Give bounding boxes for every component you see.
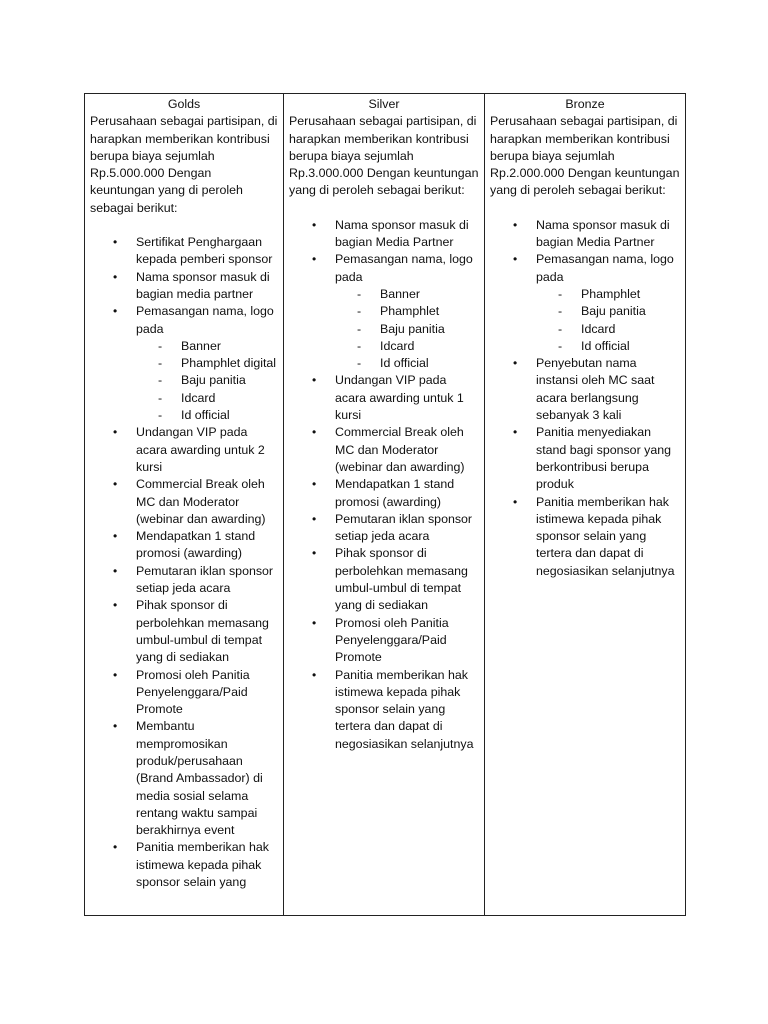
benefit-list bbox=[490, 217, 680, 580]
tier-intro-text: Perusahaan sebagai partisipan, di harapkan memberikan kontribusi berupa biaya sejumlah Rp.5.000.000 Dengan keuntungan yang di peroleh sebagai berikut: bbox=[90, 114, 278, 215]
benefit-item bbox=[136, 303, 278, 424]
benefit-text: Nama sponsor masuk di bagian media partner bbox=[136, 269, 270, 301]
benefit-list bbox=[90, 234, 278, 891]
media-placement-sublist bbox=[536, 286, 680, 355]
media-placement-item: - Phamphlet bbox=[380, 303, 479, 320]
tier-title: Silver bbox=[368, 97, 400, 111]
benefit-item bbox=[136, 234, 278, 269]
benefit-text: Pihak sponsor di perbolehkan memasang umbul-umbul di tempat yang di sediakan bbox=[335, 546, 468, 613]
benefit-text: Sertifikat Penghargaan kepada pemberi sponsor bbox=[136, 235, 273, 267]
benefit-text: Undangan VIP pada acara awarding untuk 2 kursi bbox=[136, 425, 265, 474]
media-placement-item: - Idcard bbox=[581, 321, 680, 338]
media-placement-item: - Phamphlet digital bbox=[181, 355, 278, 372]
benefit-text: Panitia memberikan hak istimewa kepada pihak sponsor selain yang tertera dan dapat di negosiasikan selanjutnya bbox=[335, 667, 474, 751]
benefit-item bbox=[136, 839, 278, 891]
benefit-item bbox=[536, 355, 680, 424]
media-placement-sublist bbox=[335, 286, 479, 372]
benefit-text: Commercial Break oleh MC dan Moderator (webinar dan awarding) bbox=[335, 425, 465, 474]
media-placement-item: - Baju panitia bbox=[380, 321, 479, 338]
benefit-text: Pemasangan nama, logo pada bbox=[536, 252, 674, 284]
media-placement-item: - Banner bbox=[380, 286, 479, 303]
tier-column-bronze bbox=[485, 94, 686, 916]
benefit-text: Panitia menyediakan stand bagi sponsor yang berkontribusi berupa produk bbox=[536, 425, 672, 492]
benefit-item bbox=[335, 217, 479, 252]
tier-column-silver bbox=[284, 94, 485, 916]
benefit-text: Membantu mempromosikan produk/perusahaan (Brand Ambassador) di media sosial selama rentang waktu sampai berakhirnya event bbox=[136, 719, 263, 838]
tier-title: Bronze bbox=[565, 97, 605, 111]
benefit-item bbox=[536, 424, 680, 493]
media-placement-item: - Id official bbox=[581, 338, 680, 355]
tier-column-golds bbox=[85, 94, 284, 916]
benefit-item bbox=[136, 476, 278, 528]
benefit-item bbox=[335, 615, 479, 667]
benefit-text: Pemasangan nama, logo pada bbox=[335, 252, 473, 284]
benefit-text: Promosi oleh Panitia Penyelenggara/Paid Promote bbox=[335, 615, 449, 665]
tier-intro-text: Perusahaan sebagai partisipan, di harapkan memberikan kontribusi berupa biaya sejumlah Rp.3.000.000 Dengan keuntungan yang di peroleh sebagai berikut: bbox=[289, 114, 479, 198]
benefit-item bbox=[536, 494, 680, 580]
tier-title: Golds bbox=[167, 97, 201, 111]
benefit-item bbox=[136, 269, 278, 304]
media-placement-item: - Idcard bbox=[181, 390, 278, 407]
benefit-text: Nama sponsor masuk di bagian Media Partner bbox=[536, 217, 670, 250]
benefit-item bbox=[335, 372, 479, 424]
benefit-item bbox=[136, 597, 278, 666]
benefit-text: Panitia memberikan hak istimewa kepada pihak sponsor selain yang tertera dan dapat di negosiasikan selanjutnya bbox=[536, 494, 675, 578]
benefit-item bbox=[335, 476, 479, 511]
benefit-text: Pemutaran iklan sponsor setiap jeda acara bbox=[136, 563, 274, 596]
benefit-text: Undangan VIP pada acara awarding untuk 1 kursi bbox=[335, 373, 464, 423]
benefit-text: Penyebutan nama instansi oleh MC saat acara berlangsung sebanyak 3 kali bbox=[536, 356, 655, 423]
tier-row bbox=[85, 94, 686, 916]
benefit-text: Mendapatkan 1 stand promosi (awarding) bbox=[136, 529, 256, 561]
media-placement-item: - Id official bbox=[181, 407, 278, 424]
benefit-item bbox=[335, 667, 479, 753]
benefit-text: Nama sponsor masuk di bagian Media Partner bbox=[335, 217, 469, 250]
benefit-item bbox=[136, 424, 278, 476]
benefit-item bbox=[136, 563, 278, 598]
benefit-item bbox=[136, 718, 278, 839]
media-placement-item: - Phamphlet bbox=[581, 286, 680, 303]
sponsorship-tier-table bbox=[84, 93, 686, 916]
benefit-text: Pemutaran iklan sponsor setiap jeda acara bbox=[335, 511, 473, 544]
benefit-item bbox=[136, 528, 278, 563]
benefit-text: Panitia memberikan hak istimewa kepada pihak sponsor selain yang bbox=[136, 840, 269, 890]
benefit-item bbox=[335, 251, 479, 372]
benefit-item bbox=[136, 667, 278, 719]
benefit-item bbox=[536, 217, 680, 252]
benefit-text: Commercial Break oleh MC dan Moderator (webinar dan awarding) bbox=[136, 477, 266, 526]
benefit-item bbox=[536, 251, 680, 355]
benefit-list bbox=[289, 217, 479, 753]
media-placement-item: - Baju panitia bbox=[581, 303, 680, 320]
benefit-text: Mendapatkan 1 stand promosi (awarding) bbox=[335, 477, 455, 509]
benefit-item bbox=[335, 424, 479, 476]
media-placement-item: - Baju panitia bbox=[181, 372, 278, 389]
media-placement-item: - Id official bbox=[380, 355, 479, 372]
benefit-text: Promosi oleh Panitia Penyelenggara/Paid Promote bbox=[136, 667, 250, 717]
tier-intro-text: Perusahaan sebagai partisipan, di harapkan memberikan kontribusi berupa biaya sejumlah Rp.2.000.000 Dengan keuntungan yang di peroleh sebagai berikut: bbox=[490, 114, 680, 198]
media-placement-sublist bbox=[136, 338, 278, 424]
benefit-text: Pemasangan nama, logo pada bbox=[136, 304, 274, 336]
benefit-item bbox=[335, 511, 479, 546]
benefit-item bbox=[335, 545, 479, 614]
media-placement-item: - Banner bbox=[181, 338, 278, 355]
media-placement-item: - Idcard bbox=[380, 338, 479, 355]
benefit-text: Pihak sponsor di perbolehkan memasang umbul-umbul di tempat yang di sediakan bbox=[136, 598, 269, 665]
